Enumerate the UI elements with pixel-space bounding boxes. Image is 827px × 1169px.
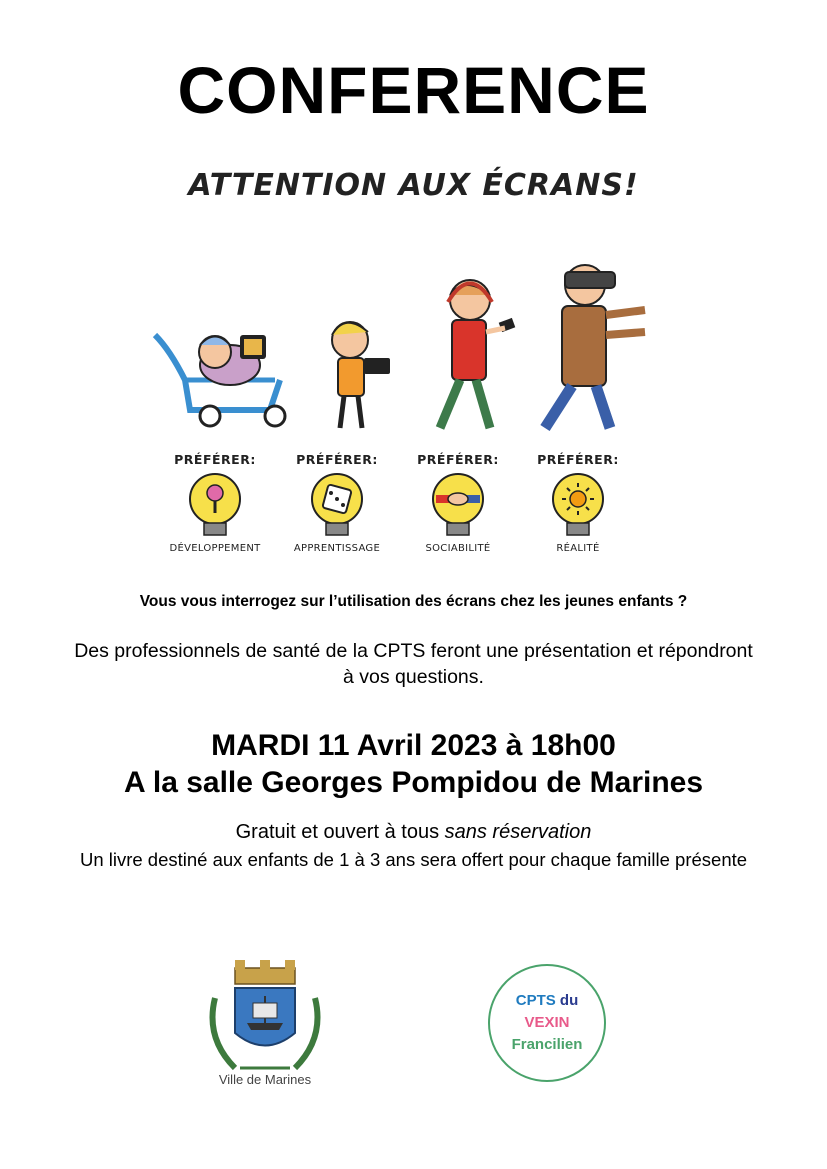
bulb-label: SOCIABILITÉ [425,543,491,554]
cpts-word: CPTS [515,992,556,1009]
bulb-apprentissage [272,452,402,554]
adult-vr-figure [545,265,645,428]
teen-phone-figure [440,280,515,428]
cpts-vexin-logo [488,964,606,1082]
bulb-label: RÉALITÉ [556,543,600,554]
bulb-prefix: PRÉFÉRER: [174,452,256,467]
screen-evolution-illustration [140,240,680,440]
event-date: MARDI 11 Avril 2023 à 18h00 [211,729,616,762]
comic-headline: ATTENTION AUX ÉCRANS! [188,168,639,203]
francilien-word: Francilien [511,1036,583,1053]
free-entry-text: Gratuit et ouvert à tous [235,821,445,843]
bulb-prefix: PRÉFÉRER: [417,452,499,467]
vexin-word: VEXIN [524,1014,570,1031]
bulb-realite [513,452,643,554]
question-text: Vous vous interrogez sur l’utilisation des écrans chez les jeunes enfants ? [139,593,688,610]
du-word: du [559,992,579,1009]
conference-title: CONFERENCE [177,53,650,127]
bulb-developpement [150,452,280,554]
bulb-prefix: PRÉFÉRER: [537,452,619,467]
description-text: Des professionnels de santé de la CPTS feront une présentation et répondront à vos questions. [74,640,753,688]
bulb-prefix: PRÉFÉRER: [296,452,378,467]
bulb-label: DÉVELOPPEMENT [169,543,261,554]
book-gift-text: Un livre destiné aux enfants de 1 à 3 ans sera offert pour chaque famille présente [79,849,748,870]
baby-stroller-figure [155,335,285,426]
ville-de-marines-caption: Ville de Marines [218,1072,312,1087]
sun-icon [548,471,608,541]
bulb-sociabilite [393,452,523,554]
event-place: A la salle Georges Pompidou de Marines [123,766,704,799]
handshake-icon [428,471,488,541]
prefer-bulbs-row [150,452,670,577]
bulb-label: APPRENTISSAGE [293,543,381,554]
no-reservation-text: sans réservation [444,821,592,843]
free-entry-line [0,821,827,844]
dice-icon [307,471,367,541]
event-date-place [0,727,827,801]
child-tablet-figure [332,322,390,428]
rattle-icon [185,471,245,541]
